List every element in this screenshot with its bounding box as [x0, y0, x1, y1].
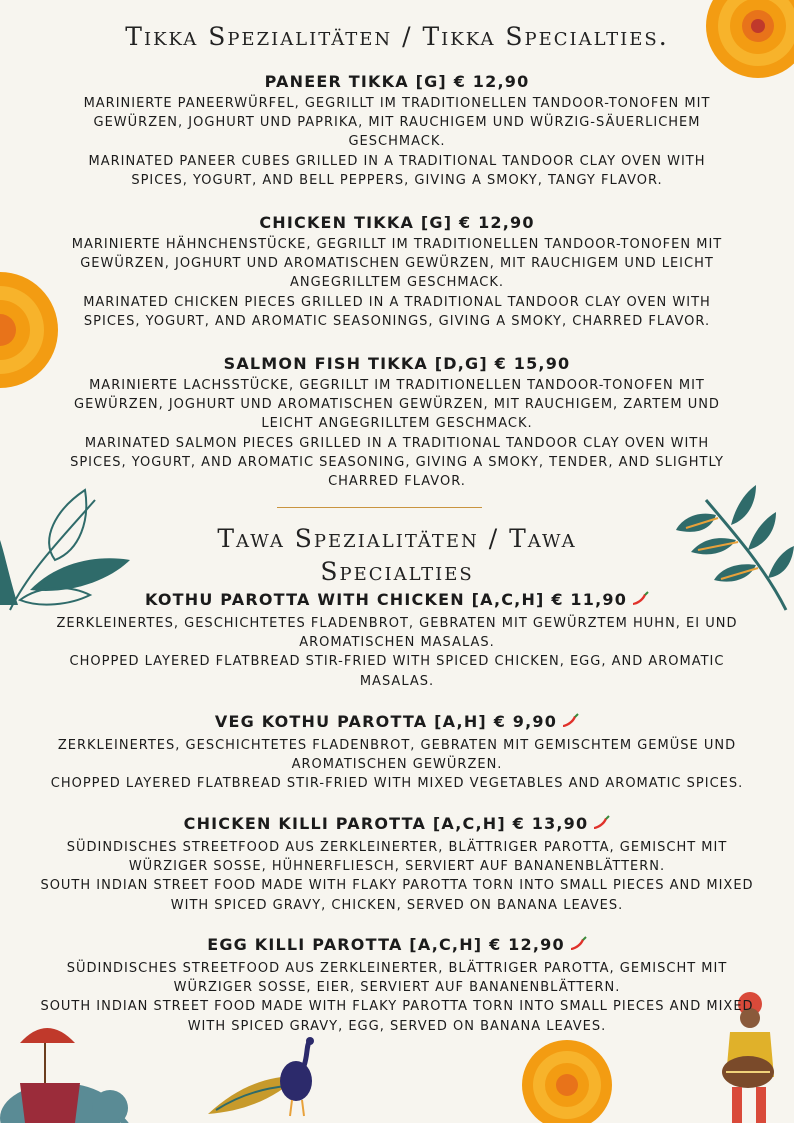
- dish-description: SÜDINDISCHES STREETFOOD AUS ZERKLEINERTER, BLÄTTRIGER PAROTTA, GEMISCHT MIT WÜRZIGER SOSSE, HÜHNERFLIESCH, SERVIERT AUF BANANENBLÄTTERN. SOUTH INDIAN STREET FOOD MADE WITH FLAKY PAROTTA TORN INTO SMALL PIECES AND MIXED WITH SPICED GRAVY, CHICKEN, SERVED ON BANANA LEAVES.: [40, 840, 754, 913]
- dish-title: KOTHU PAROTTA WITH CHICKEN [A,C,H] € 11,90: [14, 590, 780, 612]
- chili-icon: [592, 815, 610, 836]
- dish-title: VEG KOTHU PAROTTA [A,H] € 9,90: [14, 712, 780, 734]
- dish-title: CHICKEN KILLI PAROTTA [A,C,H] € 13,90: [14, 814, 780, 836]
- dish-description: MARINIERTE HÄHNCHENSTÜCKE, GEGRILLT IM TRADITIONELLEN TANDOOR-TONOFEN MIT GEWÜRZEN, JOGHURT UND AROMATISCHEN GEWÜRZEN, MIT RAUCHIGEM UND LEICHT ANGEGRILLTEM GESCHMACK. MARINATED CHICKEN PIECES GRILLED IN A TRADITIONAL TANDOOR CLAY OVEN WITH SPICES, YOGURT, AND AROMATIC SEASONINGS, GIVING A SMOKY, CHARRED FLAVOR.: [71, 237, 723, 329]
- menu-item: [14, 72, 780, 190]
- chili-icon: [569, 936, 587, 957]
- dish-description: SÜDINDISCHES STREETFOOD AUS ZERKLEINERTER, BLÄTTRIGER PAROTTA, GEMISCHT MIT WÜRZIGER SOSSE, EIER, SERVIERT AUF BANANENBLÄTTERN. SOUTH INDIAN STREET FOOD MADE WITH FLAKY PAROTTA TORN INTO SMALL PIECES AND MIXED WITH SPICED GRAVY, EGG, SERVED ON BANANA LEAVES.: [40, 961, 754, 1034]
- section-title-tikka: Tikka Spezialitäten / Tikka Specialties.: [125, 22, 669, 51]
- menu-item: [14, 590, 780, 691]
- chili-icon: [631, 591, 649, 612]
- chili-icon: [561, 713, 579, 734]
- menu-item: [14, 213, 780, 331]
- menu-item: [14, 354, 780, 491]
- section-title-tawa: Tawa Spezialitäten / Tawa Specialties: [217, 524, 577, 586]
- peacock-icon: [208, 1036, 320, 1120]
- menu-item: [14, 814, 780, 915]
- marigold-icon: [518, 1040, 616, 1123]
- menu-item: [14, 712, 780, 794]
- dish-description: MARINIERTE PANEERWÜRFEL, GEGRILLT IM TRADITIONELLEN TANDOOR-TONOFEN MIT GEWÜRZEN, JOGHURT UND PAPRIKA, MIT RAUCHIGEM UND WÜRZIG-SÄUERLICHEM GESCHMACK. MARINATED PANEER CUBES GRILLED IN A TRADITIONAL TANDOOR CLAY OVEN WITH SPICES, YOGURT, AND BELL PEPPERS, GIVING A SMOKY, TANGY FLAVOR.: [83, 96, 711, 188]
- section-divider: [277, 507, 482, 508]
- dish-description: ZERKLEINERTES, GESCHICHTETES FLADENBROT, GEBRATEN MIT GEWÜRZTEM HUHN, EI UND AROMATISCHEN MASALAS. CHOPPED LAYERED FLATBREAD STIR-FRIED WITH SPICED CHICKEN, EGG, AND AROMATIC MASALAS.: [56, 616, 738, 689]
- dish-title: EGG KILLI PAROTTA [A,C,H] € 12,90: [14, 935, 780, 957]
- dish-title: PANEER TIKKA [G] € 12,90: [264, 72, 530, 91]
- menu-item: [14, 935, 780, 1036]
- dish-description: ZERKLEINERTES, GESCHICHTETES FLADENBROT, GEBRATEN MIT GEMISCHTEM GEMÜSE UND AROMATISCHEN GEWÜRZEN. CHOPPED LAYERED FLATBREAD STIR-FRIED WITH MIXED VEGETABLES AND AROMATIC SPICES.: [50, 738, 744, 792]
- dish-title: SALMON FISH TIKKA [D,G] € 15,90: [223, 354, 571, 373]
- dish-description: MARINIERTE LACHSSTÜCKE, GEGRILLT IM TRADITIONELLEN TANDOOR-TONOFEN MIT GEWÜRZEN, JOGHURT UND AROMATISCHEN GEWÜRZEN, MIT RAUCHIGEM, ZARTEM UND LEICHT ANGEGRILLTEM GESCHMACK. MARINATED SALMON PIECES GRILLED IN A TRADITIONAL TANDOOR CLAY OVEN WITH SPICES, YOGURT, AND AROMATIC SEASONING, GIVING A SMOKY, TENDER, AND SLIGHTLY CHARRED FLAVOR.: [70, 378, 724, 490]
- dish-title: CHICKEN TIKKA [G] € 12,90: [259, 213, 535, 232]
